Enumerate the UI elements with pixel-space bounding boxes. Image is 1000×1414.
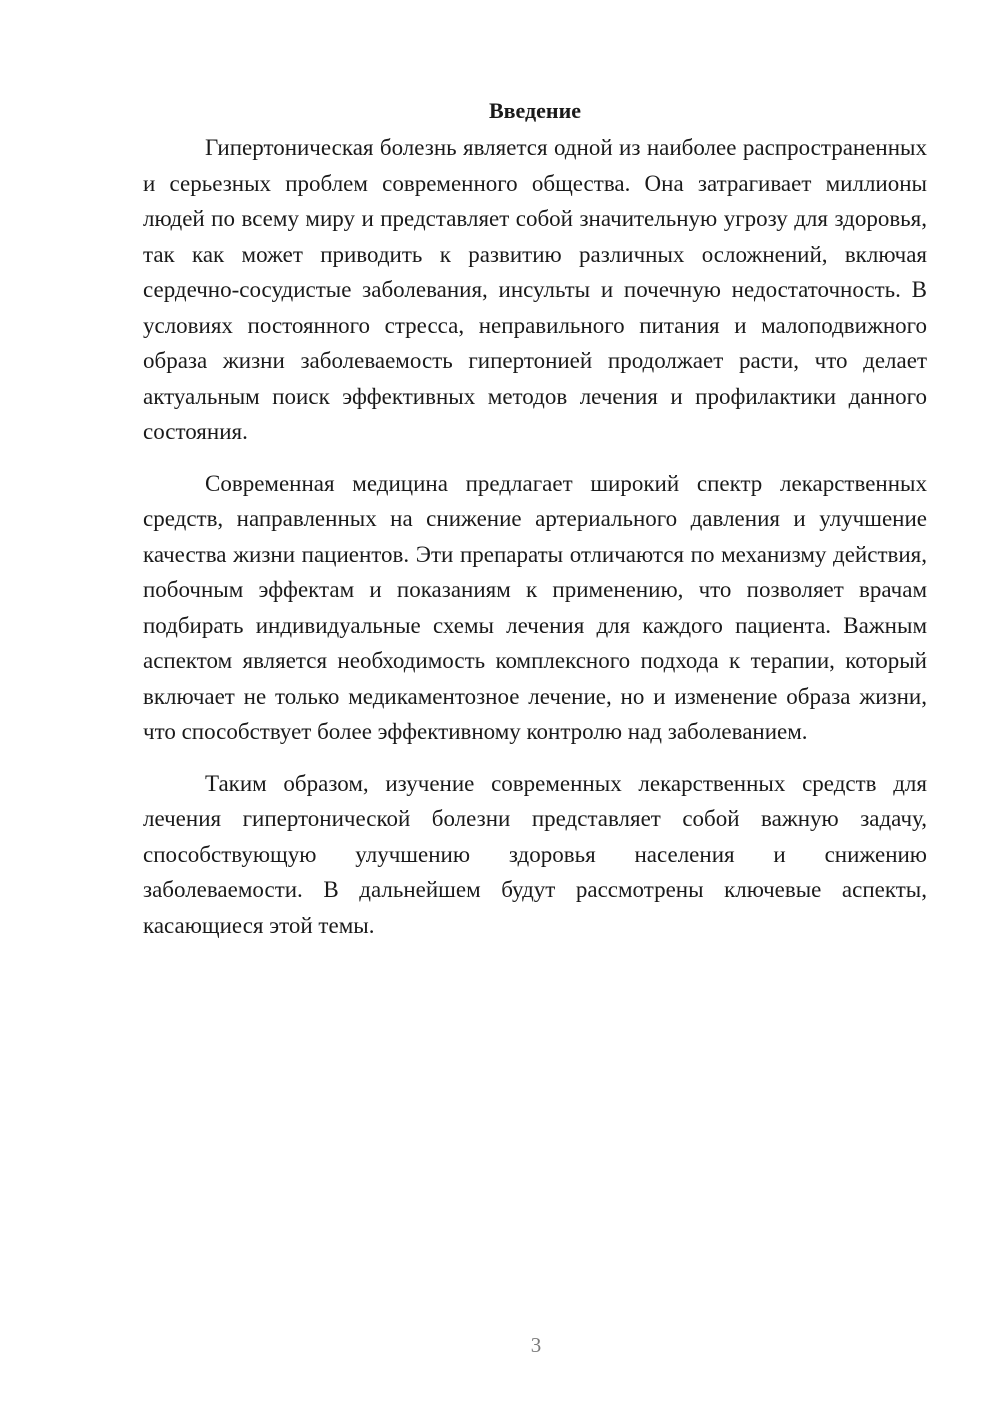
page-content	[143, 96, 927, 959]
paragraph-2: Современная медицина предлагает широкий спектр лекарственных средств, направленных на снижение артериального давления и улучшение качества жизни пациентов. Эти препараты отличаются по механизму действия, побочным эффектам и показаниям к применению, что позволяет врачам подбирать индивидуальные схемы лечения для каждого пациента. Важным аспектом является необходимость комплексного подхода к терапии, который включает не только медикаментозное лечение, но и изменение образа жизни, что способствует более эффективному контролю над заболеванием.	[143, 470, 927, 744]
paragraph-3: Таким образом, изучение современных лекарственных средств для лечения гипертонической болезни представляет собой важную задачу, способствующую улучшению здоровья населения и снижению заболеваемости. В дальнейшем будут рассмотрены ключевые аспекты, касающиеся этой темы.	[143, 770, 927, 938]
page-number: 3	[530, 1333, 542, 1357]
paragraph-1: Гипертоническая болезнь является одной из наиболее распространенных и серьезных проблем современного общества. Она затрагивает миллионы людей по всему миру и представляет собой значительную угрозу для здоровья, так как может приводить к развитию различных осложнений, включая сердечно-сосудистые заболевания, инсульты и почечную недостаточность. В условиях постоянного стресса, неправильного питания и малоподвижного образа жизни заболеваемость гипертонией продолжает расти, что делает актуальным поиск эффективных методов лечения и профилактики данного состояния.	[143, 135, 927, 444]
section-title: Введение	[488, 98, 582, 123]
